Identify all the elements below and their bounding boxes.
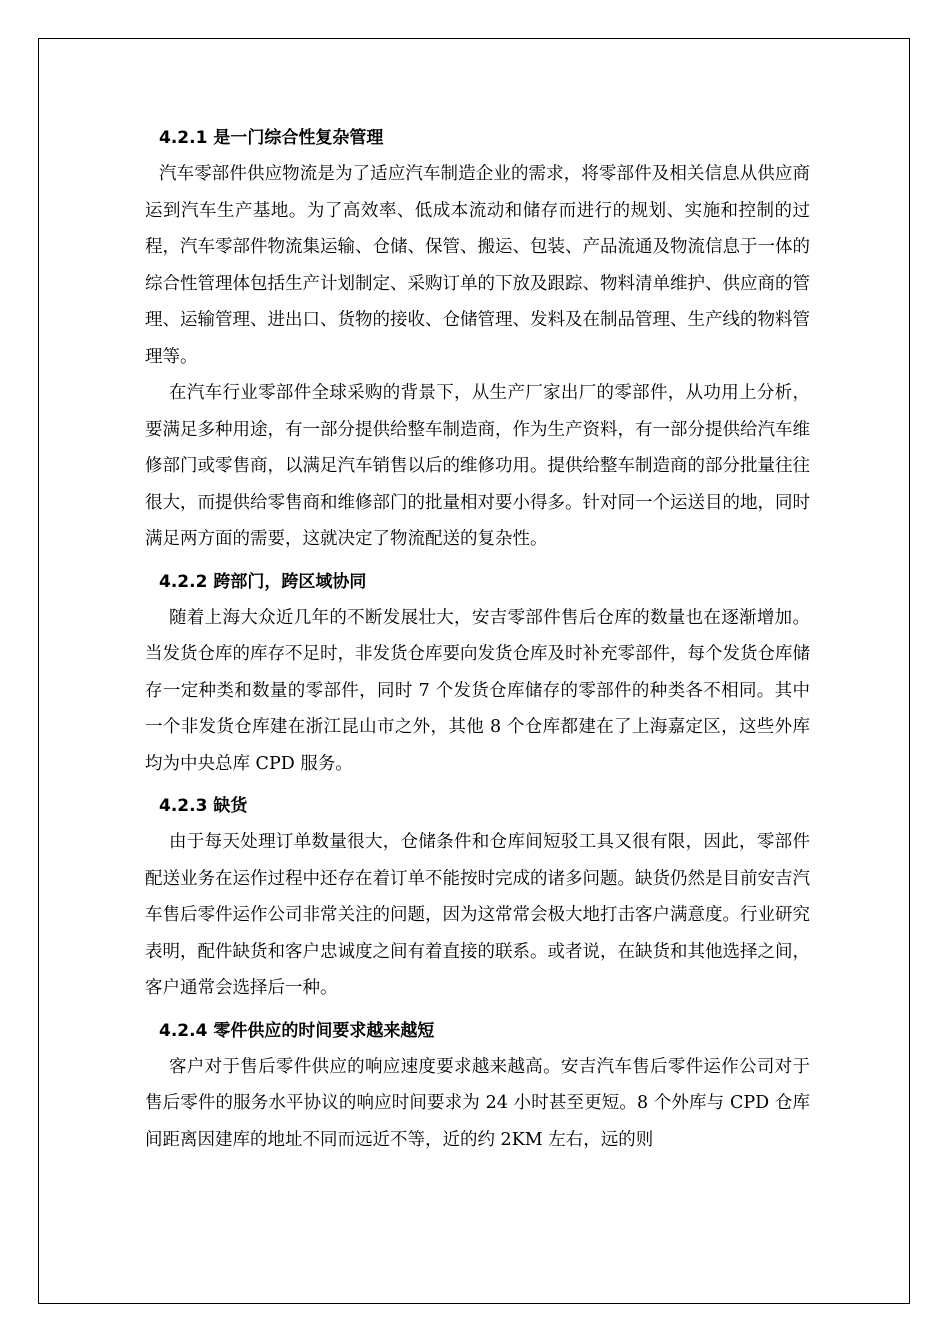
- paragraph: 汽车零部件供应物流是为了适应汽车制造企业的需求，将零部件及相关信息从供应商运到汽车生产基地。为了高效率、低成本流动和储存而进行的规划、实施和控制的过程，汽车零部件物流集运输、仓储、保管、搬运、包装、产品流通及物流信息于一体的综合性管理体包括生产计划制定、采购订单的下放及跟踪、物料清单维护、供应商的管理、运输管理、进出口、货物的接收、仓储管理、发料及在制品管理、生产线的物料管理等。: [145, 164, 810, 367]
- paragraph: 随着上海大众近几年的不断发展壮大，安吉零部件售后仓库的数量也在逐渐增加。当发货仓库的库存不足时，非发货仓库要向发货仓库及时补充零部件，每个发货仓库储存一定种类和数量的零部件，同时 7 个发货仓库储存的零部件的种类各不相同。其中一个非发货仓库建在浙江昆山市之外，其他 8 个仓库都建在了上海嘉定区，这些外库均为中央总库 CPD 服务。: [145, 607, 810, 774]
- paragraph: 由于每天处理订单数量很大，仓储条件和仓库间短驳工具又很有限，因此，零部件配送业务在运作过程中还存在着订单不能按时完成的诸多问题。缺货仍然是目前安吉汽车售后零件运作公司非常关注的问题，因为这常常会极大地打击客户满意度。行业研究表明，配件缺货和客户忠诚度之间有着直接的联系。或者说，在缺货和其他选择之间，客户通常会选择后一种。: [145, 832, 810, 998]
- section-heading-4-2-4: 4.2.4 零件供应的时间要求越来越短: [159, 1020, 435, 1041]
- document-body: [145, 120, 810, 1158]
- section-heading-4-2-3: 4.2.3 缺货: [159, 796, 248, 816]
- paragraph: 在汽车行业零部件全球采购的背景下，从生产厂家出厂的零部件，从功用上分析，要满足多种用途，有一部分提供给整车制造商，作为生产资料，有一部分提供给汽车维修部门或零售商，以满足汽车销售以后的维修功用。提供给整车制造商的部分批量往往很大，而提供给零售商和维修部门的批量相对要小得多。针对同一个运送目的地，同时满足两方面的需要，这就决定了物流配送的复杂性。: [145, 383, 810, 549]
- section-heading-4-2-2: 4.2.2 跨部门，跨区域协同: [159, 571, 367, 592]
- section-heading-4-2-1: 4.2.1 是一门综合性复杂管理: [159, 128, 384, 148]
- paragraph: 客户对于售后零件供应的响应速度要求越来越高。安吉汽车售后零件运作公司对于售后零件的服务水平协议的响应时间要求为 24 小时甚至更短。8 个外库与 CPD 仓库间距离因建库的地址不同而远近不等，近的约 2KM 左右，远的则: [145, 1056, 810, 1150]
